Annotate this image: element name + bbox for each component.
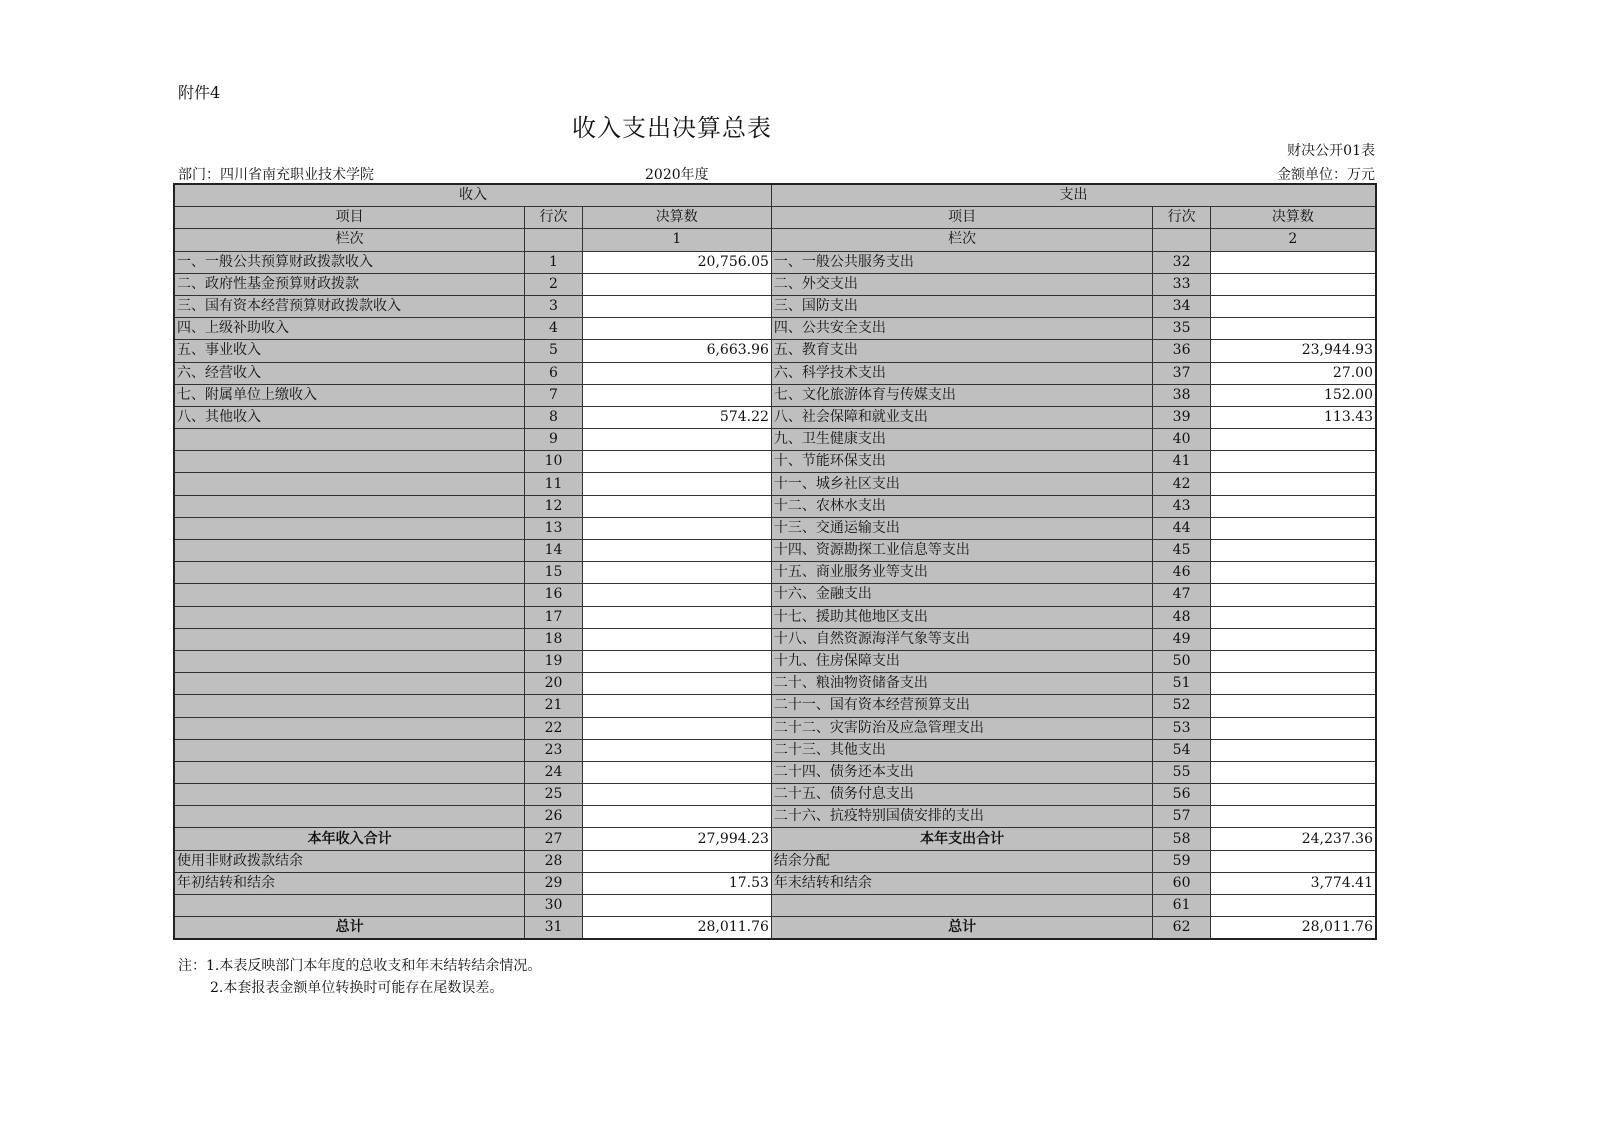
income-row-no: 2 [525, 273, 582, 295]
income-row-no: 23 [525, 739, 582, 761]
expense-amount: 27.00 [1210, 362, 1376, 384]
income-item [174, 606, 525, 628]
table-row [174, 251, 1376, 273]
income-row-no: 13 [525, 517, 582, 539]
expense-rowno-header: 行次 [1153, 207, 1210, 229]
income-item [174, 761, 525, 783]
surplus-dist-val [1210, 850, 1376, 872]
year-expense-val: 24,237.36 [1210, 828, 1376, 850]
income-amount-header: 决算数 [582, 207, 771, 229]
expense-amount [1210, 784, 1376, 806]
expense-item: 二十五、债务付息支出 [771, 784, 1153, 806]
expense-item: 一、一般公共服务支出 [771, 251, 1153, 273]
header-row-columns [174, 207, 1376, 229]
income-amount [582, 451, 771, 473]
table-row [174, 362, 1376, 384]
income-row-no: 24 [525, 761, 582, 783]
expense-amount [1210, 628, 1376, 650]
income-row-no: 12 [525, 495, 582, 517]
expense-amount: 113.43 [1210, 406, 1376, 428]
income-item [174, 784, 525, 806]
income-amount [582, 584, 771, 606]
table-row [174, 650, 1376, 672]
nonfiscal-label: 使用非财政拨款结余 [174, 850, 525, 872]
table-row [174, 606, 1376, 628]
income-amount [582, 606, 771, 628]
expense-row-no: 56 [1153, 784, 1210, 806]
income-row-no: 25 [525, 784, 582, 806]
income-row-no: 18 [525, 628, 582, 650]
expense-row-no: 39 [1153, 406, 1210, 428]
income-row-no: 21 [525, 695, 582, 717]
expense-amount [1210, 251, 1376, 273]
income-item [174, 628, 525, 650]
income-row-no: 19 [525, 650, 582, 672]
income-row-no: 20 [525, 673, 582, 695]
expense-row-no: 32 [1153, 251, 1210, 273]
income-row-no: 7 [525, 384, 582, 406]
expense-item: 五、教育支出 [771, 340, 1153, 362]
header-row-colnums [174, 229, 1376, 251]
income-amount [582, 318, 771, 340]
table-row [174, 384, 1376, 406]
table-row [174, 761, 1376, 783]
income-row-no: 15 [525, 562, 582, 584]
expense-row-no: 52 [1153, 695, 1210, 717]
income-amount [582, 628, 771, 650]
income-amount [582, 650, 771, 672]
income-amount [582, 739, 771, 761]
nonfiscal-no: 28 [525, 850, 582, 872]
blank-in-label [174, 895, 525, 917]
expense-row-no: 44 [1153, 517, 1210, 539]
expense-item: 六、科学技术支出 [771, 362, 1153, 384]
begin-no: 29 [525, 872, 582, 894]
income-row-no: 6 [525, 362, 582, 384]
income-item [174, 451, 525, 473]
form-number: 财决公开01表 [1287, 143, 1375, 159]
income-item [174, 429, 525, 451]
expense-item: 十二、农林水支出 [771, 495, 1153, 517]
income-row-no: 3 [525, 295, 582, 317]
end-label: 年末结转和结余 [771, 872, 1153, 894]
year-income-no: 27 [525, 828, 582, 850]
income-colno-blank [525, 229, 582, 251]
table-row [174, 628, 1376, 650]
table-row [174, 273, 1376, 295]
income-header: 收入 [174, 184, 771, 207]
expense-item: 三、国防支出 [771, 295, 1153, 317]
income-item [174, 562, 525, 584]
income-row-no: 11 [525, 473, 582, 495]
expense-colno-value: 2 [1210, 229, 1376, 251]
income-item [174, 806, 525, 828]
blank-ex-label [771, 895, 1153, 917]
expense-amount [1210, 517, 1376, 539]
income-amount [582, 473, 771, 495]
income-amount [582, 273, 771, 295]
grand-ex-no: 62 [1153, 917, 1210, 940]
income-amount [582, 384, 771, 406]
income-amount [582, 495, 771, 517]
expense-header: 支出 [771, 184, 1376, 207]
expense-amount [1210, 650, 1376, 672]
income-expense-table [173, 183, 1377, 940]
grand-total-row [174, 917, 1376, 940]
expense-row-no: 51 [1153, 673, 1210, 695]
expense-amount-header: 决算数 [1210, 207, 1376, 229]
note-line-1: 注：1.本表反映部门本年度的总收支和年末结转结余情况。 [178, 958, 542, 974]
expense-item: 十三、交通运输支出 [771, 517, 1153, 539]
expense-row-no: 43 [1153, 495, 1210, 517]
expense-amount [1210, 562, 1376, 584]
income-amount [582, 784, 771, 806]
carryover-row [174, 872, 1376, 894]
expense-row-no: 38 [1153, 384, 1210, 406]
expense-row-no: 47 [1153, 584, 1210, 606]
expense-item: 十六、金融支出 [771, 584, 1153, 606]
expense-item: 二十一、国有资本经营预算支出 [771, 695, 1153, 717]
income-amount [582, 695, 771, 717]
grand-in-label: 总计 [174, 917, 525, 940]
income-rowno-header: 行次 [525, 207, 582, 229]
income-amount [582, 673, 771, 695]
surplus-dist-label: 结余分配 [771, 850, 1153, 872]
expense-row-no: 40 [1153, 429, 1210, 451]
expense-colno-label: 栏次 [771, 229, 1153, 251]
expense-row-no: 54 [1153, 739, 1210, 761]
expense-item: 十四、资源勘探工业信息等支出 [771, 540, 1153, 562]
income-amount [582, 540, 771, 562]
table-row [174, 540, 1376, 562]
income-colno-value: 1 [582, 229, 771, 251]
expense-item: 八、社会保障和就业支出 [771, 406, 1153, 428]
table-row [174, 318, 1376, 340]
table-body [174, 184, 1376, 828]
begin-val: 17.53 [582, 872, 771, 894]
income-row-no: 5 [525, 340, 582, 362]
blank-ex-val [1210, 895, 1376, 917]
header-row-sections [174, 184, 1376, 207]
table-row [174, 695, 1376, 717]
income-item [174, 650, 525, 672]
income-amount [582, 761, 771, 783]
income-amount [582, 295, 771, 317]
expense-item: 七、文化旅游体育与传媒支出 [771, 384, 1153, 406]
income-item [174, 739, 525, 761]
grand-ex-val: 28,011.76 [1210, 917, 1376, 940]
unit-label: 金额单位：万元 [1277, 167, 1375, 183]
expense-item: 十七、援助其他地区支出 [771, 606, 1153, 628]
income-row-no: 16 [525, 584, 582, 606]
expense-amount [1210, 318, 1376, 340]
grand-in-no: 31 [525, 917, 582, 940]
table-row [174, 406, 1376, 428]
income-row-no: 10 [525, 451, 582, 473]
expense-item: 十八、自然资源海洋气象等支出 [771, 628, 1153, 650]
grand-ex-label: 总计 [771, 917, 1153, 940]
table-row [174, 739, 1376, 761]
table-row [174, 562, 1376, 584]
expense-row-no: 42 [1153, 473, 1210, 495]
expense-item: 二十二、灾害防治及应急管理支出 [771, 717, 1153, 739]
income-row-no: 9 [525, 429, 582, 451]
table-row [174, 584, 1376, 606]
expense-item: 十一、城乡社区支出 [771, 473, 1153, 495]
expense-row-no: 50 [1153, 650, 1210, 672]
table-row [174, 784, 1376, 806]
expense-item: 九、卫生健康支出 [771, 429, 1153, 451]
income-amount [582, 806, 771, 828]
expense-row-no: 33 [1153, 273, 1210, 295]
blank-row [174, 895, 1376, 917]
attachment-label: 附件4 [178, 83, 221, 102]
expense-amount: 23,944.93 [1210, 340, 1376, 362]
expense-row-no: 55 [1153, 761, 1210, 783]
grand-in-val: 28,011.76 [582, 917, 771, 940]
income-item [174, 473, 525, 495]
expense-amount [1210, 295, 1376, 317]
income-row-no: 22 [525, 717, 582, 739]
expense-amount [1210, 495, 1376, 517]
income-item: 七、附属单位上缴收入 [174, 384, 525, 406]
expense-colno-blank [1153, 229, 1210, 251]
income-amount: 20,756.05 [582, 251, 771, 273]
surplus-dist-no: 59 [1153, 850, 1210, 872]
expense-amount [1210, 717, 1376, 739]
expense-row-no: 35 [1153, 318, 1210, 340]
expense-item: 二十、粮油物资储备支出 [771, 673, 1153, 695]
year-label: 2020年度 [645, 167, 709, 183]
expense-amount [1210, 429, 1376, 451]
income-amount: 6,663.96 [582, 340, 771, 362]
expense-item: 二、外交支出 [771, 273, 1153, 295]
expense-amount [1210, 695, 1376, 717]
expense-amount: 152.00 [1210, 384, 1376, 406]
table-totals [174, 828, 1376, 939]
expense-amount [1210, 273, 1376, 295]
page-title [0, 108, 1600, 143]
income-row-no: 26 [525, 806, 582, 828]
table-row [174, 340, 1376, 362]
expense-amount [1210, 673, 1376, 695]
expense-item: 二十三、其他支出 [771, 739, 1153, 761]
income-item: 四、上级补助收入 [174, 318, 525, 340]
table-row [174, 673, 1376, 695]
income-item [174, 495, 525, 517]
table-row [174, 429, 1376, 451]
expense-amount [1210, 540, 1376, 562]
expense-amount [1210, 584, 1376, 606]
income-amount: 574.22 [582, 406, 771, 428]
income-row-no: 8 [525, 406, 582, 428]
expense-amount [1210, 451, 1376, 473]
blank-ex-no: 61 [1153, 895, 1210, 917]
expense-row-no: 53 [1153, 717, 1210, 739]
table-row [174, 495, 1376, 517]
table-row [174, 473, 1376, 495]
income-item: 五、事业收入 [174, 340, 525, 362]
expense-row-no: 36 [1153, 340, 1210, 362]
income-item: 六、经营收入 [174, 362, 525, 384]
expense-row-no: 57 [1153, 806, 1210, 828]
expense-item: 四、公共安全支出 [771, 318, 1153, 340]
end-no: 60 [1153, 872, 1210, 894]
income-item: 二、政府性基金预算财政拨款 [174, 273, 525, 295]
income-amount [582, 517, 771, 539]
expense-row-no: 49 [1153, 628, 1210, 650]
expense-row-no: 46 [1153, 562, 1210, 584]
notes [178, 955, 541, 999]
income-amount [582, 429, 771, 451]
blank-in-val [582, 895, 771, 917]
income-item-header: 项目 [174, 207, 525, 229]
expense-item-header: 项目 [771, 207, 1153, 229]
year-income-val: 27,994.23 [582, 828, 771, 850]
income-amount [582, 717, 771, 739]
income-row-no: 17 [525, 606, 582, 628]
end-val: 3,774.41 [1210, 872, 1376, 894]
year-expense-label: 本年支出合计 [771, 828, 1153, 850]
income-item [174, 717, 525, 739]
note-line-2: 2.本套报表金额单位转换时可能存在尾数误差。 [210, 980, 504, 996]
table-row [174, 295, 1376, 317]
income-colno-label: 栏次 [174, 229, 525, 251]
expense-item: 二十六、抗疫特别国债安排的支出 [771, 806, 1153, 828]
expense-amount [1210, 739, 1376, 761]
income-row-no: 4 [525, 318, 582, 340]
department-label: 部门：四川省南充职业技术学院 [178, 167, 374, 183]
table-row [174, 451, 1376, 473]
expense-item: 十五、商业服务业等支出 [771, 562, 1153, 584]
expense-amount [1210, 806, 1376, 828]
income-item [174, 517, 525, 539]
year-expense-no: 58 [1153, 828, 1210, 850]
expense-amount [1210, 473, 1376, 495]
expense-row-no: 37 [1153, 362, 1210, 384]
table-row [174, 806, 1376, 828]
income-item: 一、一般公共预算财政拨款收入 [174, 251, 525, 273]
expense-amount [1210, 761, 1376, 783]
expense-amount [1210, 606, 1376, 628]
nonfiscal-row [174, 850, 1376, 872]
expense-item: 十、节能环保支出 [771, 451, 1153, 473]
income-amount [582, 362, 771, 384]
table-row [174, 517, 1376, 539]
expense-row-no: 34 [1153, 295, 1210, 317]
expense-row-no: 41 [1153, 451, 1210, 473]
income-amount [582, 562, 771, 584]
income-item: 三、国有资本经营预算财政拨款收入 [174, 295, 525, 317]
income-item [174, 540, 525, 562]
income-item [174, 584, 525, 606]
income-item [174, 695, 525, 717]
title-text: 收入支出决算总表 [572, 114, 772, 142]
blank-in-no: 30 [525, 895, 582, 917]
begin-label: 年初结转和结余 [174, 872, 525, 894]
expense-row-no: 45 [1153, 540, 1210, 562]
expense-item: 十九、住房保障支出 [771, 650, 1153, 672]
year-total-row [174, 828, 1376, 850]
year-income-label: 本年收入合计 [174, 828, 525, 850]
expense-row-no: 48 [1153, 606, 1210, 628]
expense-item: 二十四、债务还本支出 [771, 761, 1153, 783]
income-row-no: 1 [525, 251, 582, 273]
income-item [174, 673, 525, 695]
table-row [174, 717, 1376, 739]
income-row-no: 14 [525, 540, 582, 562]
income-item: 八、其他收入 [174, 406, 525, 428]
nonfiscal-val [582, 850, 771, 872]
